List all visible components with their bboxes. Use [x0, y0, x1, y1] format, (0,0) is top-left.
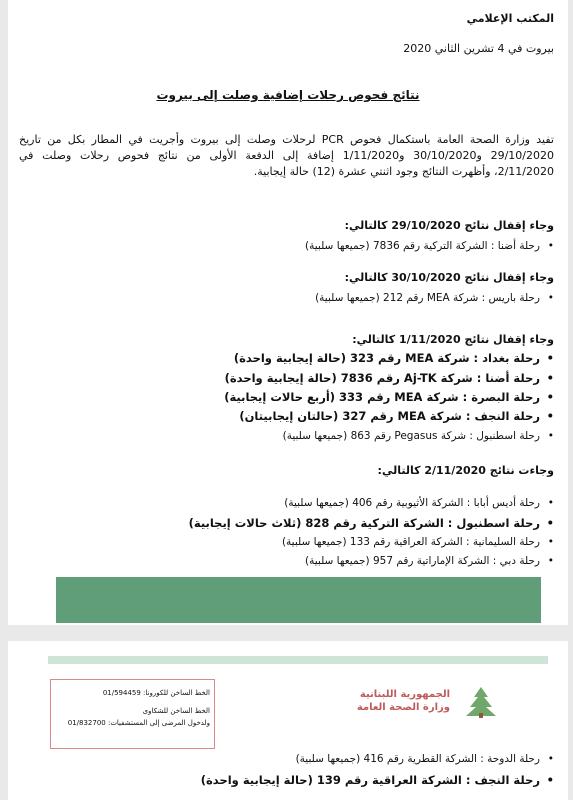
- list-item: • رحلة باريس : شركة MEA رقم 212 (جميعها سلبية): [315, 292, 540, 304]
- section-heading: وجاء إقفال نتائج 1/11/2020 كالتالي:: [352, 333, 554, 346]
- ministry-logo-text: [357, 688, 450, 714]
- list-item: • رحلة النجف : الشركة العراقية رقم 139 (حالة إيجابية واحدة): [201, 773, 540, 787]
- list-item: • رحلة بغداد : شركة MEA رقم 323 (حالة إيجابية واحدة): [234, 351, 540, 365]
- republic-label: الجمهورية اللبنانية: [359, 689, 450, 700]
- header-green-strip: [48, 656, 548, 664]
- list-item: • رحلة السليمانية : الشركة العراقية رقم 133 (جميعها سلبية): [282, 536, 540, 548]
- section-heading: وجاء إقفال نتائج 29/10/2020 كالتالي:: [344, 219, 554, 232]
- list-item: • رحلة أضنا : شركة Aj-TK رقم 7836 (حالة إيجابية واحدة): [225, 371, 540, 385]
- document-page-2: [8, 641, 568, 800]
- ministry-label: وزارة الصحة العامة: [356, 702, 450, 713]
- list-item: • رحلة النجف : شركة MEA رقم 327 (حالتان إيجابيتان): [239, 409, 540, 423]
- press-office-label: المكتب الإعلامي: [466, 12, 554, 25]
- hotline-corona: الخط الساخن للكورونا: 01/594459: [102, 689, 210, 697]
- date-line: بيروت في 4 تشرين الثاني 2020: [403, 42, 554, 55]
- hotline-box: [50, 679, 215, 749]
- footer-green-band: [56, 577, 541, 623]
- intro-paragraph: تفيد وزارة الصحة العامة باستكمال فحوص PCR لرحلات وصلت إلى بيروت وأجريت في المطار بكل من تاريخ 29/10/2020 و30/10/2020 و1/11/2020 إضافة إلى الدفعة الأولى من نتائج فحوص رحلات وصلت في 2/11/2020، وأظهرت النتائج وجود اثنتي عشرة (12) حالة إيجابية.: [19, 133, 554, 178]
- cedar-logo-icon: [460, 685, 502, 719]
- list-item: • رحلة البصرة : شركة MEA رقم 333 (أربع حالات إيجابية): [224, 390, 540, 404]
- hotline-admission: ولدخول المرضى إلى المستشفيات: 01/832700: [67, 719, 210, 727]
- list-item: • رحلة اسطنبول : شركة Pegasus رقم 863 (جميعها سلبية): [283, 430, 540, 442]
- list-item: • رحلة أديس أبابا : الشركة الأثيوبية رقم 406 (جميعها سلبية): [284, 497, 540, 509]
- list-item: • رحلة اسطنبول : الشركة التركية رقم 828 (ثلاث حالات إيجابية): [189, 516, 540, 530]
- section-heading: وجاءت نتائج 2/11/2020 كالتالي:: [377, 464, 554, 477]
- list-item: • رحلة دبي : الشركة الإماراتية رقم 957 (جميعها سلبية): [305, 555, 540, 567]
- list-item: • رحلة أضنا : الشركة التركية رقم 7836 (جميعها سلبية): [305, 240, 540, 252]
- document-title: نتائج فحوص رحلات إضافية وصلت إلى بيروت: [156, 88, 420, 102]
- list-item: • رحلة الدوحة : الشركة القطرية رقم 416 (جميعها سلبية): [296, 753, 540, 765]
- hotline-complaints: الخط الساخن للشكاوى: [142, 707, 210, 715]
- section-heading: وجاء إقفال نتائج 30/10/2020 كالتالي:: [344, 271, 554, 284]
- document-page-1: [8, 0, 568, 625]
